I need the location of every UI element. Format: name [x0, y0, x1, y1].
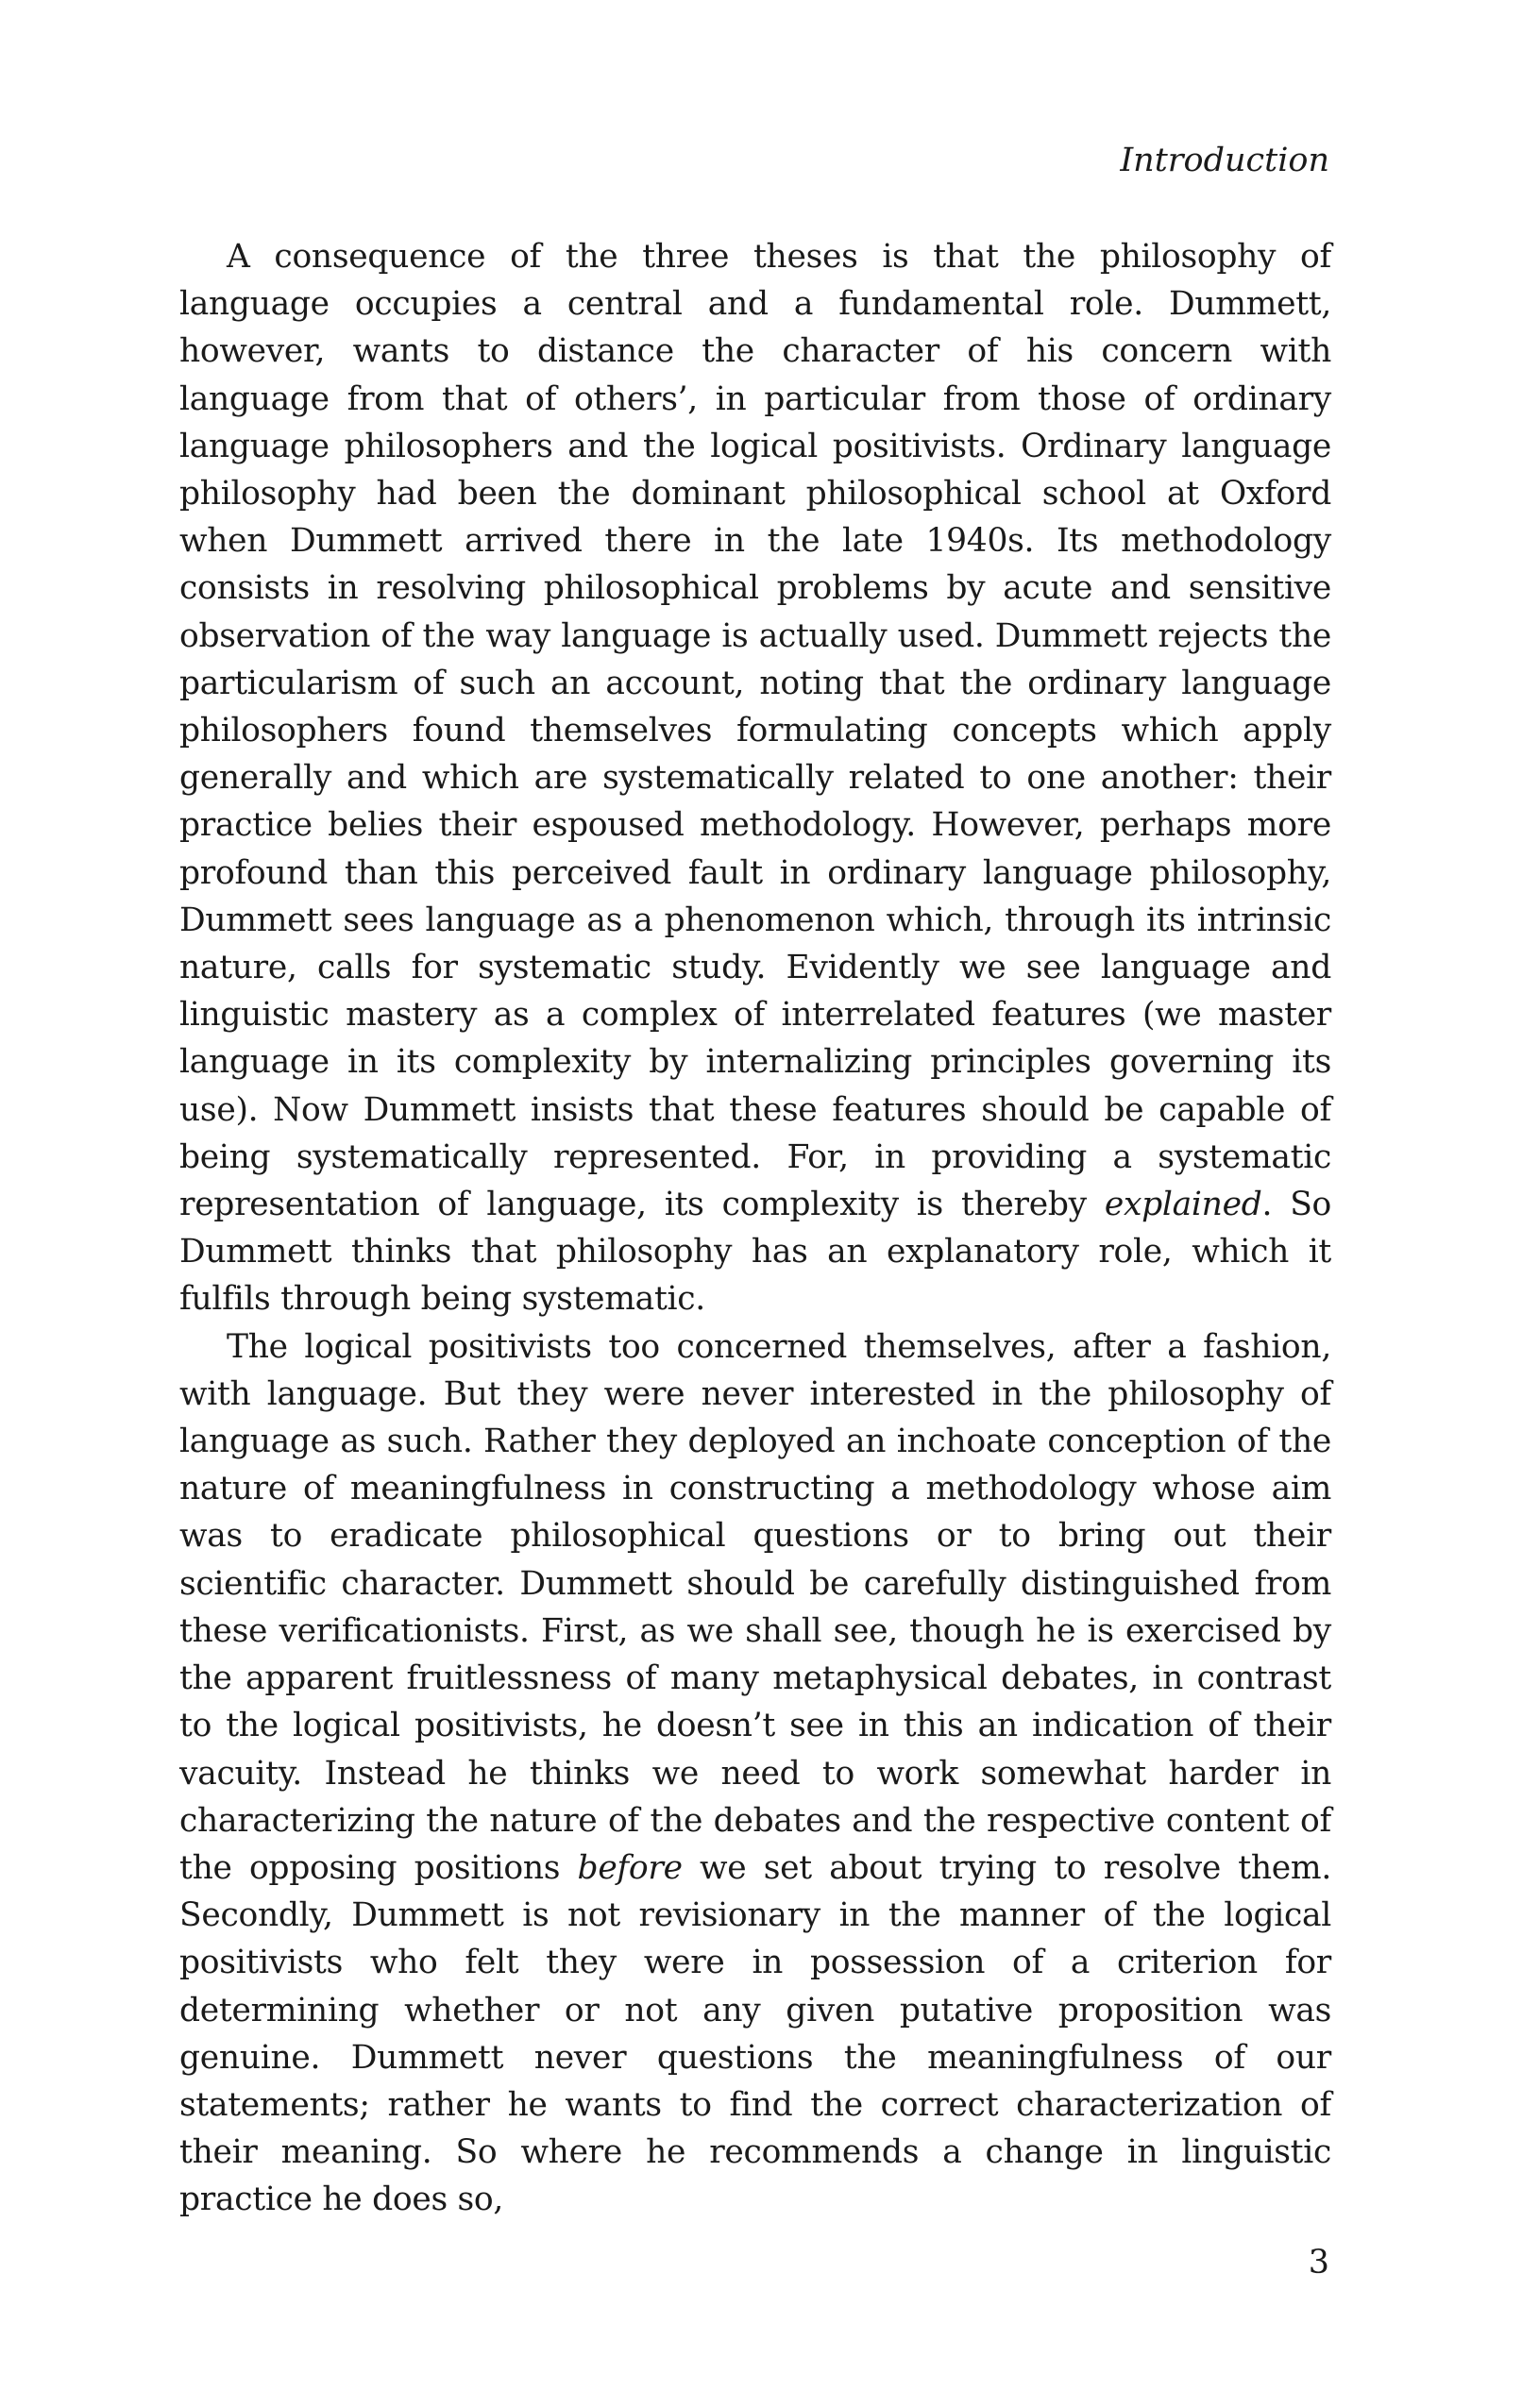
emphasis-text: explained: [1104, 1186, 1262, 1224]
paragraph-text: The logical positivists too concerned themselves, after a fashion, with language. But they were never interested in the philosophy of language as such. Rather they deployed an inchoate conception of the nature of meaningfulness in constructing a methodology whose aim was to eradicate philosophical questions or to bring out their scientific character. Dummett should be carefully distinguished from these verificationists. First, as we shall see, though he is exercised by the apparent fruitlessness of many metaphysical debates, in contrast to the logical positivists, he doesn’t see in this an indication of their vacuity. Instead he thinks we need to work somewhat harder in characterizing the nature of the debates and the respective content of the opposing positions: [179, 1327, 1331, 1887]
paragraph-text: we set about trying to resolve them. Secondly, Dummett is not revisionary in the manner of the logical positivists who felt they were in possession of a criterion for determining whether or not any given putative proposition was genuine. Dummett never questions the meaningfulness of our statements; rather he wants to find the correct characterization of their meaning. So where he recommends a change in linguistic practice he does so,: [179, 1848, 1331, 2219]
paragraph: [179, 1323, 1331, 2224]
running-head: Introduction: [1120, 142, 1329, 179]
page-number: 3: [1308, 2244, 1329, 2282]
paragraph-text: . So Dummett thinks that philosophy has an explanatory role, which it fulfils through being systematic.: [179, 1186, 1331, 1319]
paragraph: [179, 233, 1331, 1323]
paragraph-text: A consequence of the three theses is that the philosophy of language occupies a central and a fundamental role. Dummett, however, wants to distance the character of his concern with language from that of others’, in particular from those of ordinary language philosophers and the logical positivists. Ordinary language philosophy had been the dominant philosophical school at Oxford when Dummett arrived there in the late 1940s. Its methodology consists in resolving philosophical problems by acute and sensitive observation of the way language is actually used. Dummett rejects the particularism of such an account, noting that the ordinary language philosophers found themselves formulating concepts which apply generally and which are systematically related to one another: their practice belies their espoused methodology. However, perhaps more profound than this perceived fault in ordinary language philosophy, Dummett sees language as a phenomenon which, through its intrinsic nature, calls for systematic study. Evidently we see language and linguistic mastery as a complex of interrelated features (we master language in its complexity by internalizing principles governing its use). Now Dummett insists that these features should be capable of being systematically represented. For, in providing a systematic representation of language, its complexity is thereby: [179, 238, 1331, 1224]
body-text: [179, 233, 1331, 2224]
emphasis-text: before: [577, 1848, 683, 1887]
